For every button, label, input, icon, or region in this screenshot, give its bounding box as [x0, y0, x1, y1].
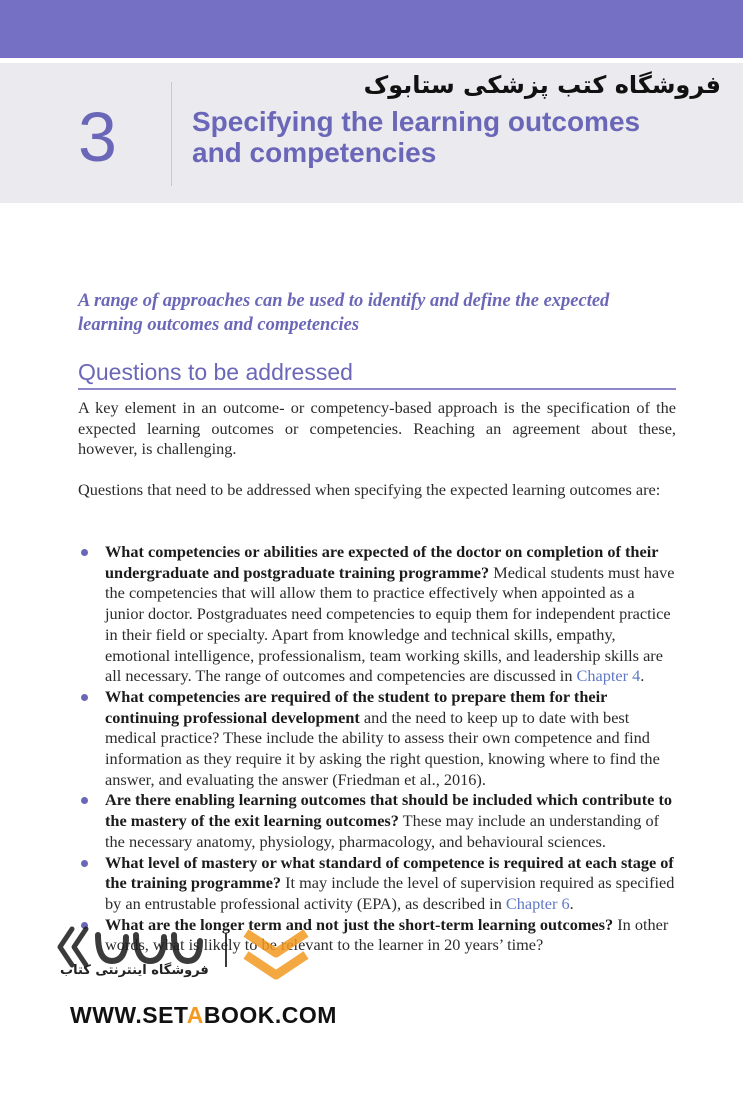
url-suffix: BOOK.COM	[203, 1002, 337, 1028]
header-divider	[171, 82, 172, 186]
chapter-title-line1: Specifying the learning outcomes	[192, 106, 641, 137]
question-text: and the need to keep up to date with best medical practice? These include the ability to assess their own competence and find information as they require it by asking the right question, knowing where to find the answer, and evaluating the answer (Friedman et al., 2016).	[105, 707, 660, 789]
double-chevron-icon	[60, 929, 86, 965]
intro-paragraph: A key element in an outcome- or competency-based approach is the specification of the expected learning outcomes or competencies. Reaching an agreement about these, however, is challenging.	[78, 398, 676, 459]
questions-intro-paragraph: Questions that need to be addressed when specifying the expected learning outcomes are:	[78, 480, 661, 499]
question-bold: What are the longer term and not just the short-term learning outcomes?	[105, 914, 614, 934]
watermark-persian: فروشگاه اینترنتی کتاب	[60, 963, 209, 978]
url-prefix: WWW.SET	[70, 1002, 187, 1028]
url-highlight: A	[186, 1002, 204, 1028]
bullet-icon	[81, 694, 88, 701]
store-name: فروشگاه کتب پزشکی ستابوک	[363, 71, 721, 99]
list-item	[78, 542, 676, 687]
list-item	[78, 790, 676, 852]
bullet-icon	[81, 549, 88, 556]
chapter-link[interactable]: Chapter 4	[576, 666, 641, 686]
questions-list	[78, 542, 676, 956]
list-item	[78, 687, 676, 791]
book-chevron-icon	[246, 933, 306, 975]
question-bold: What competencies or abilities are expected of the doctor on completion of their undergraduate and postgraduate training programme?	[105, 542, 659, 582]
bullet-icon	[81, 860, 88, 867]
list-item	[78, 853, 676, 915]
question-tail: .	[569, 893, 574, 913]
question-text: It may include the level of supervision required as specified by an entrustable professional activity (EPA), as described in	[105, 873, 675, 913]
logo-letters-icon	[98, 935, 200, 961]
question-text: In other words, what is likely to be relevant to the learner in 20 years’ time?	[105, 914, 669, 955]
question-tail: .	[640, 666, 645, 686]
bullet-icon	[81, 797, 88, 804]
section-heading: Questions to be addressed	[78, 358, 676, 390]
question-bold: What competencies are required of the student to prepare them for their continuing professional development	[105, 686, 608, 727]
watermark-url	[70, 1002, 337, 1029]
chapter-number: 3	[78, 98, 117, 176]
chapter-lede: A range of approaches can be used to identify and define the expected learning outcomes and competencies	[78, 291, 610, 335]
question-bold: What level of mastery or what standard of competence is required at each stage of the training programme?	[105, 852, 674, 893]
top-color-bar	[0, 0, 743, 58]
question-text: These may include an understanding of the necessary anatomy, physiology, pharmacology, and behavioural sciences.	[105, 811, 660, 851]
question-bold: Are there enabling learning outcomes that should be included which contribute to the mastery of the exit learning outcomes?	[105, 790, 673, 831]
chapter-title	[192, 106, 692, 168]
question-text: Medical students must have the competencies that will allow them to practice effectively when appointed as a junior doctor. Postgraduates need competencies to equip them for independent practice in their field or specialty. Apart from knowledge and technical skills, empathy, emotional intelligence, professionalism, team working skills, and leadership skills are all necessary. The range of outcomes and competencies are discussed in	[105, 562, 675, 686]
chapter-link[interactable]: Chapter 6	[505, 893, 570, 913]
chapter-title-line2: and competencies	[192, 137, 437, 168]
